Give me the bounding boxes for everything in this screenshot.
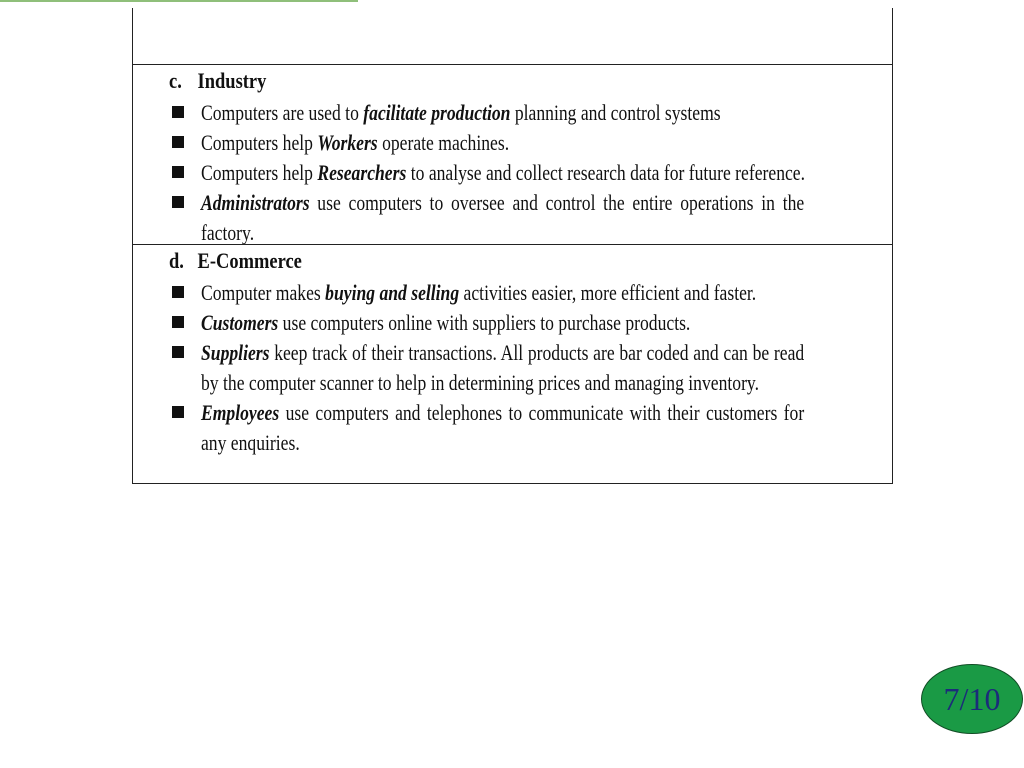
square-bullet-icon [172,406,184,418]
section-heading [169,248,302,274]
square-bullet-icon [172,166,184,178]
row-divider [133,244,892,245]
list-item-text: Computers help Researchers to analyse and collect research data for future reference. [201,160,806,185]
section-title: Industry [197,68,267,93]
page-number: 7/10 [943,680,1001,717]
square-bullet-icon [172,136,184,148]
list-item-text: Suppliers keep track of their transactions. All products are bar coded and can be read by the computer scanner to help in determining prices and managing inventory. [201,340,805,395]
square-bullet-icon [172,286,184,298]
section-heading [169,68,266,94]
content-table [132,8,893,484]
page-number-badge [921,664,1023,734]
list-item-text: Customers use computers online with suppliers to purchase products. [201,310,691,335]
square-bullet-icon [172,346,184,358]
list-item-text: Computers help Workers operate machines. [201,130,510,155]
square-bullet-icon [172,106,184,118]
list-item-text: Employees use computers and telephones to communicate with their customers for any enquiries. [201,400,805,455]
square-bullet-icon [172,316,184,328]
list-item-text: Computers are used to facilitate production planning and control systems [201,100,721,125]
row-divider [133,64,892,65]
section-letter: c. [169,68,182,93]
decorative-top-line [0,0,358,2]
list-item-text: Administrators use computers to oversee and control the entire operations in the factory. [201,190,805,245]
section-title: E-Commerce [197,248,302,273]
list-item-text: Computer makes buying and selling activities easier, more efficient and faster. [201,280,757,305]
square-bullet-icon [172,196,184,208]
section-letter: d. [169,248,184,273]
